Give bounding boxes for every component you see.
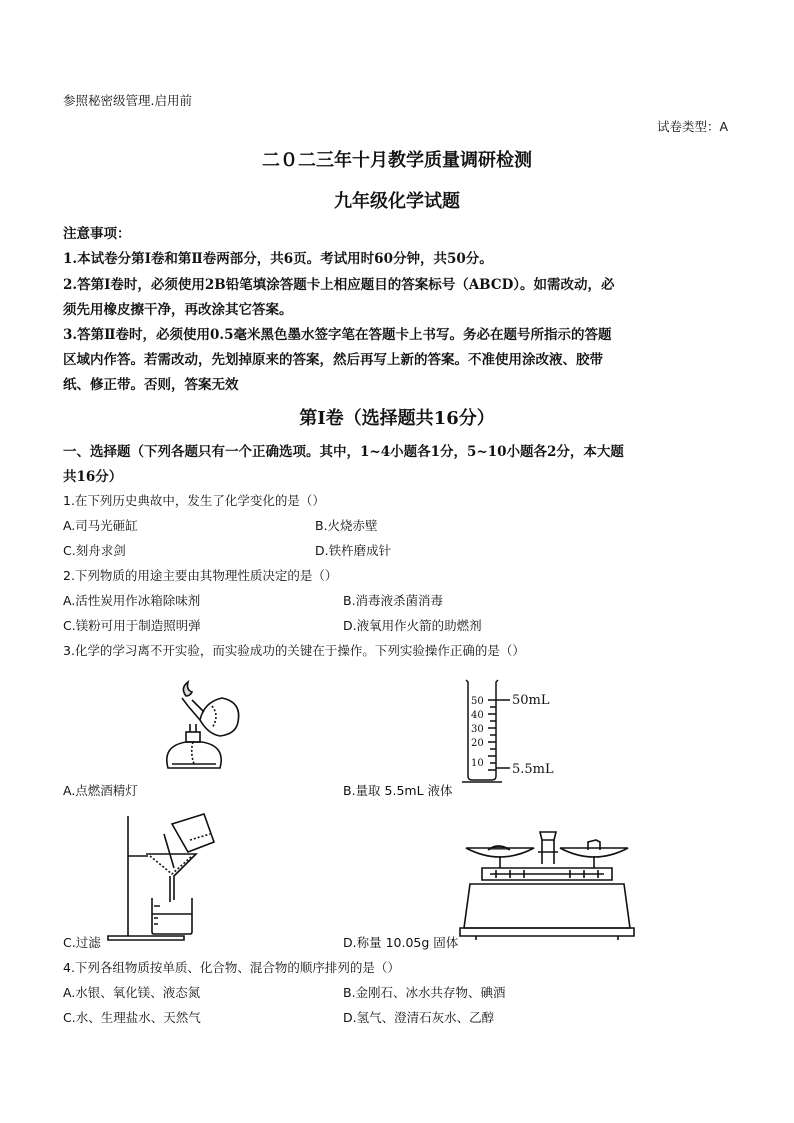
confidential-note: 参照秘密级管理.启用前 [63, 93, 192, 108]
q1-option-d: D.铁杵磨成针 [315, 543, 392, 558]
q4-option-a: A.水银、氧化镁、液态氮 [63, 985, 201, 1000]
q2-option-b: B.消毒液杀菌消毒 [343, 593, 444, 608]
part1-title: 第Ⅰ卷（选择题共16分） [299, 408, 495, 429]
q2-option-a: A.活性炭用作冰箱除味剂 [63, 593, 201, 608]
q1-option-c: C.刻舟求剑 [63, 543, 126, 558]
section1-instructions-line-1: 一、选择题（下列各题只有一个正确选项。其中，1~4小题各1分，5~10小题各2分，本大题 [63, 444, 624, 460]
q4-stem: 4.下列各组物质按单质、化合物、混合物的顺序排列的是（） [63, 960, 400, 975]
q2-option-d: D.液氧用作火箭的助燃剂 [343, 618, 482, 633]
q4-option-b: B.金刚石、冰水共存物、碘酒 [343, 985, 506, 1000]
q3-option-a: A.点燃酒精灯 [63, 783, 138, 798]
paper-type: 试卷类型：A [656, 119, 728, 134]
notice-item-2-line-1: 2.答第Ⅰ卷时，必须使用2B铅笔填涂答题卡上相应题目的答案标号（ABCD）。如需改动，必 [63, 277, 615, 293]
cylinder-tick-40: 40 [471, 710, 484, 721]
notice-item-3-line-1: 3.答第Ⅱ卷时，必须使用0.5毫米黑色墨水签字笔在答题卡上书写。务必在题号所指示的答题 [63, 327, 612, 343]
filtration-apparatus-figure [100, 810, 230, 945]
alcohol-lamp-lighting-figure [150, 680, 250, 780]
notice-heading: 注意事项： [63, 226, 131, 242]
q3-option-c: C.过滤 [63, 935, 101, 950]
cylinder-label-top: 50mL [512, 693, 550, 708]
balance-scale-figure [460, 828, 635, 943]
q3-option-b: B.量取 5.5mL 液体 [343, 783, 453, 798]
exam-title: 二０二三年十月教学质量调研检测 [262, 150, 532, 171]
notice-item-1: 1.本试卷分第Ⅰ卷和第Ⅱ卷两部分，共6页。考试用时60分钟，共50分。 [63, 251, 493, 267]
q2-option-c: C.镁粉可用于制造照明弹 [63, 618, 201, 633]
q3-option-d: D.称量 10.05g 固体 [343, 935, 459, 950]
q1-stem: 1.在下列历史典故中，发生了化学变化的是（） [63, 493, 325, 508]
notice-item-2-line-2: 须先用橡皮擦干净，再改涂其它答案。 [63, 302, 293, 318]
notice-item-3-line-2: 区域内作答。若需改动，先划掉原来的答案，然后再写上新的答案。不准使用涂改液、胶带 [63, 352, 603, 368]
cylinder-tick-50: 50 [471, 696, 484, 707]
graduated-cylinder-figure [462, 676, 592, 786]
cylinder-tick-20: 20 [471, 738, 484, 749]
notice-item-3-line-3: 纸、修正带。否则，答案无效 [63, 377, 239, 393]
section1-instructions-line-2: 共16分） [63, 469, 123, 485]
cylinder-tick-10: 10 [471, 758, 484, 769]
exam-subtitle: 九年级化学试题 [334, 191, 460, 212]
cylinder-label-bottom: 5.5mL [512, 762, 554, 777]
q3-stem: 3.化学的学习离不开实验，而实验成功的关键在于操作。下列实验操作正确的是（） [63, 643, 525, 658]
cylinder-tick-30: 30 [471, 724, 484, 735]
q4-option-c: C.水、生理盐水、天然气 [63, 1010, 201, 1025]
q4-option-d: D.氢气、澄清石灰水、乙醇 [343, 1010, 495, 1025]
q2-stem: 2.下列物质的用途主要由其物理性质决定的是（） [63, 568, 338, 583]
q1-option-a: A.司马光砸缸 [63, 518, 138, 533]
q1-option-b: B.火烧赤壁 [315, 518, 378, 533]
